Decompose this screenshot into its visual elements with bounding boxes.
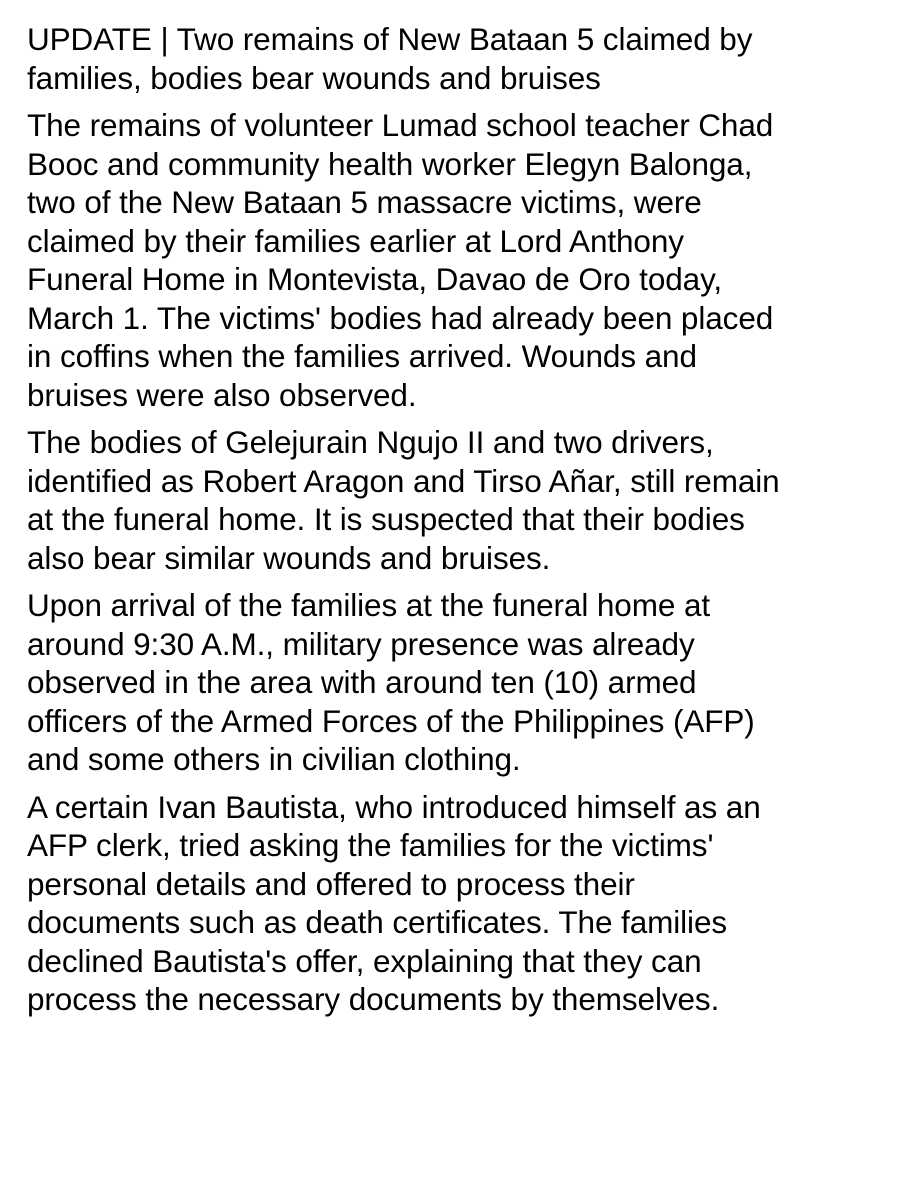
paragraph-1: The remains of volunteer Lumad school teacher Chad Booc and community health worker Elegyn Balonga, two of the New Bataan 5 massacre victims, were claimed by their families earlier at Lord Anthony Funeral Home in Montevista, Davao de Oro today, March 1. The victims' bodies had already been placed in coffins when the families arrived. Wounds and bruises were also observed. [27,107,774,413]
paragraph-4: A certain Ivan Bautista, who introduced himself as an AFP clerk, tried asking the families for the victims' personal details and offered to process their documents such as death certificates. The families declined Bautista's offer, explaining that they can process the necessary documents by themselves. [27,788,761,1017]
paragraph-3: Upon arrival of the families at the funeral home at around 9:30 A.M., military presence was already observed in the area with around ten (10) armed officers of the Armed Forces of the Philippines (AFP) and some others in civilian clothing. [27,587,755,777]
paragraph-2: The bodies of Gelejurain Ngujo II and two drivers, identified as Robert Aragon and Tirso Añar, still remain at the funeral home. It is suspected that their bodies also bear similar wounds and bruises. [27,424,780,576]
headline: UPDATE | Two remains of New Bataan 5 claimed by families, bodies bear wounds and bruises [27,21,753,96]
post-text [27,20,907,1028]
